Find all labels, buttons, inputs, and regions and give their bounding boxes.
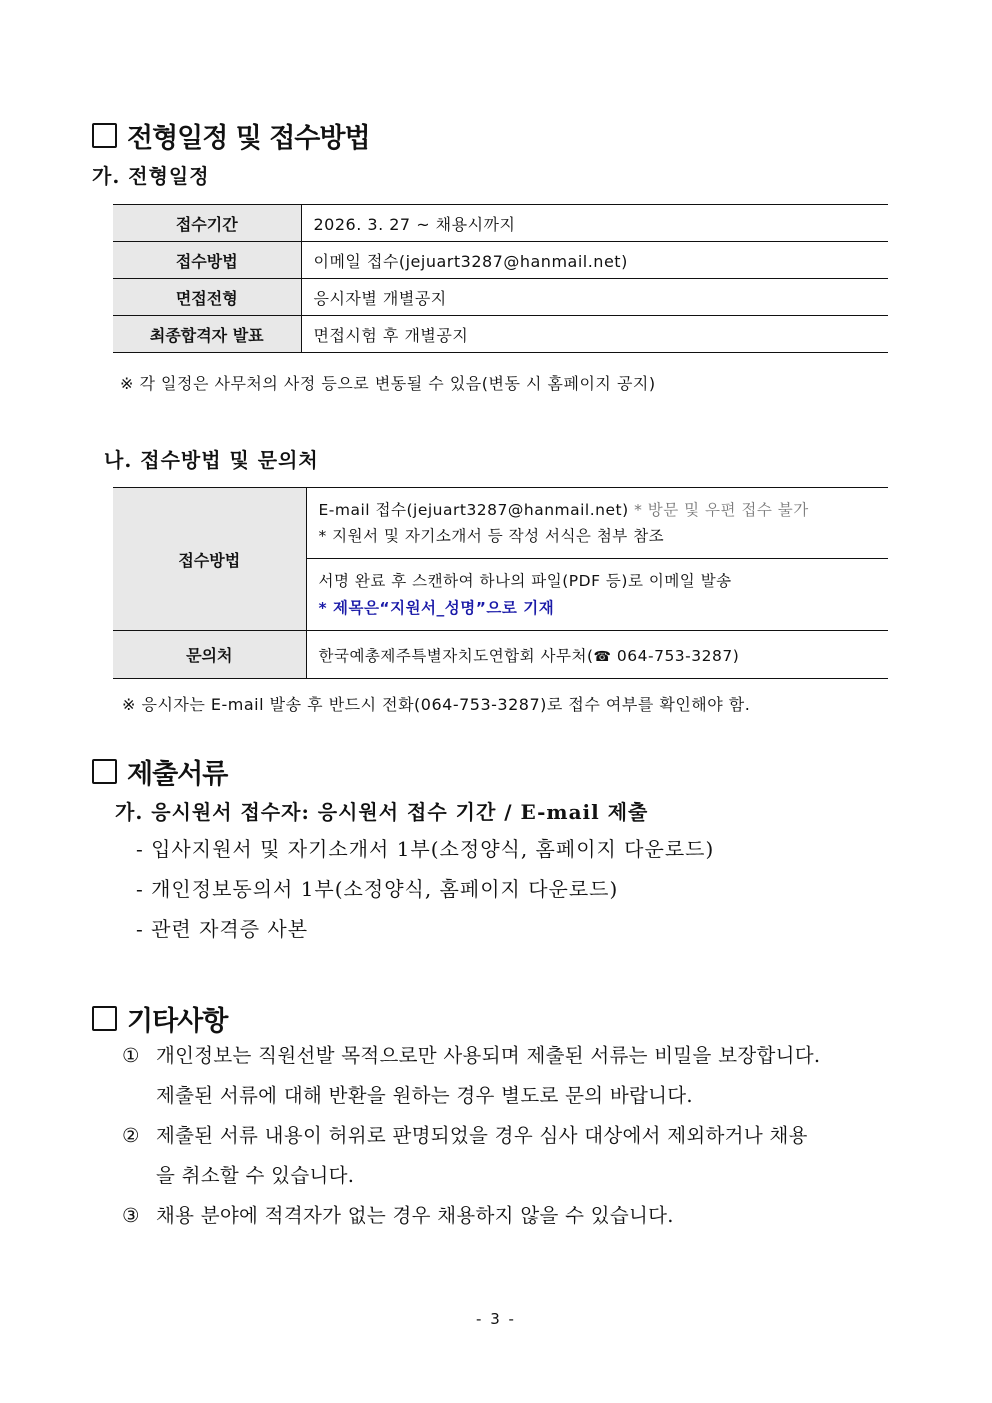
documents-list	[136, 829, 714, 949]
item-text: 제출된 서류 내용이 허위로 판명되었을 경우 심사 대상에서 제외하거나 채용	[156, 1124, 808, 1147]
item-text: 개인정보는 직원선발 목적으로만 사용되며 제출된 서류는 비밀을 보장합니다.	[156, 1044, 821, 1067]
etc-item-2	[122, 1116, 808, 1196]
item-text: 채용 분야에 적격자가 없는 경우 채용하지 않을 수 있습니다.	[156, 1204, 674, 1227]
list-item: - 개인정보동의서 1부(소정양식, 홈페이지 다운로드)	[136, 877, 619, 901]
item-number: ③	[122, 1204, 140, 1227]
table-row	[113, 242, 888, 279]
section-heading-etc	[92, 999, 227, 1038]
row-value: 응시자별 개별공지	[301, 279, 888, 316]
checkbox-square-icon	[92, 759, 117, 784]
method-line-3: 서명 완료 후 스캔하여 하나의 파일(PDF 등)로 이메일 발송	[318, 571, 732, 590]
table-row	[113, 279, 888, 316]
section-title: 제출서류	[127, 759, 228, 790]
section-title: 전형일정 및 접수방법	[127, 123, 370, 154]
item-text-cont: 제출된 서류에 대해 반환을 원하는 경우 별도로 문의 바랍니다.	[156, 1084, 693, 1107]
table-row	[113, 205, 888, 242]
item-number: ②	[122, 1124, 140, 1147]
row-value: 면접시험 후 개별공지	[301, 316, 888, 353]
table-row	[113, 488, 888, 559]
contact-phone: 064-753-3287)	[611, 646, 740, 665]
list-item: - 관련 자격증 사본	[136, 917, 309, 941]
subheading-schedule: 가. 전형일정	[92, 164, 210, 188]
subheading-method: 나. 접수방법 및 문의처	[104, 448, 319, 472]
method-line-1	[319, 497, 877, 523]
method-cell-1	[306, 488, 888, 559]
table-row	[113, 316, 888, 353]
item-text-cont: 을 취소할 수 있습니다.	[156, 1164, 355, 1187]
section-title: 기타사항	[127, 1006, 228, 1037]
phone-icon: ☎	[593, 648, 612, 665]
method-no-visit-text: * 방문 및 우편 접수 불가	[628, 501, 809, 519]
row-label: 최종합격자 발표	[113, 316, 301, 353]
checkbox-square-icon	[92, 1006, 117, 1031]
schedule-table	[113, 204, 888, 353]
table-row	[113, 631, 888, 679]
row-value: 이메일 접수(jejuart3287@hanmail.net)	[301, 242, 888, 279]
section-heading-documents	[92, 752, 227, 791]
method-line-2: * 지원서 및 자기소개서 등 작성 서식은 첨부 참조	[318, 527, 665, 545]
etc-item-1	[122, 1036, 820, 1116]
method-email-text: E-mail 접수(jejuart3287@hanmail.net)	[318, 501, 629, 519]
subheading-documents: 가. 응시원서 접수자: 응시원서 접수 기간 / E-mail 제출	[115, 800, 649, 824]
contact-text: 한국예총제주특별자치도연합회 사무처(	[318, 646, 594, 665]
method-cell-2	[306, 559, 888, 631]
row-label: 면접전형	[113, 279, 301, 316]
row-label: 접수기간	[113, 205, 301, 242]
contact-label: 문의처	[113, 631, 306, 679]
page-number: - 3 -	[476, 1310, 516, 1328]
item-number: ①	[122, 1044, 140, 1067]
method-label: 접수방법	[113, 488, 306, 631]
checkbox-square-icon	[92, 123, 117, 148]
etc-item-3	[122, 1196, 674, 1236]
schedule-note: ※ 각 일정은 사무처의 사정 등으로 변동될 수 있음(변동 시 홈페이지 공지)	[120, 374, 656, 393]
contact-note: ※ 응시자는 E-mail 발송 후 반드시 전화(064-753-3287)로 접수 여부를 확인해야 함.	[122, 695, 751, 714]
row-label: 접수방법	[113, 242, 301, 279]
method-table	[113, 487, 888, 679]
method-line-4: * 제목은“지원서_성명”으로 기재	[318, 598, 555, 617]
list-item: - 입사지원서 및 자기소개서 1부(소정양식, 홈페이지 다운로드)	[136, 837, 715, 861]
row-value: 2026. 3. 27 ~ 채용시까지	[301, 205, 888, 242]
contact-value	[306, 631, 888, 679]
section-heading-schedule	[92, 116, 370, 155]
